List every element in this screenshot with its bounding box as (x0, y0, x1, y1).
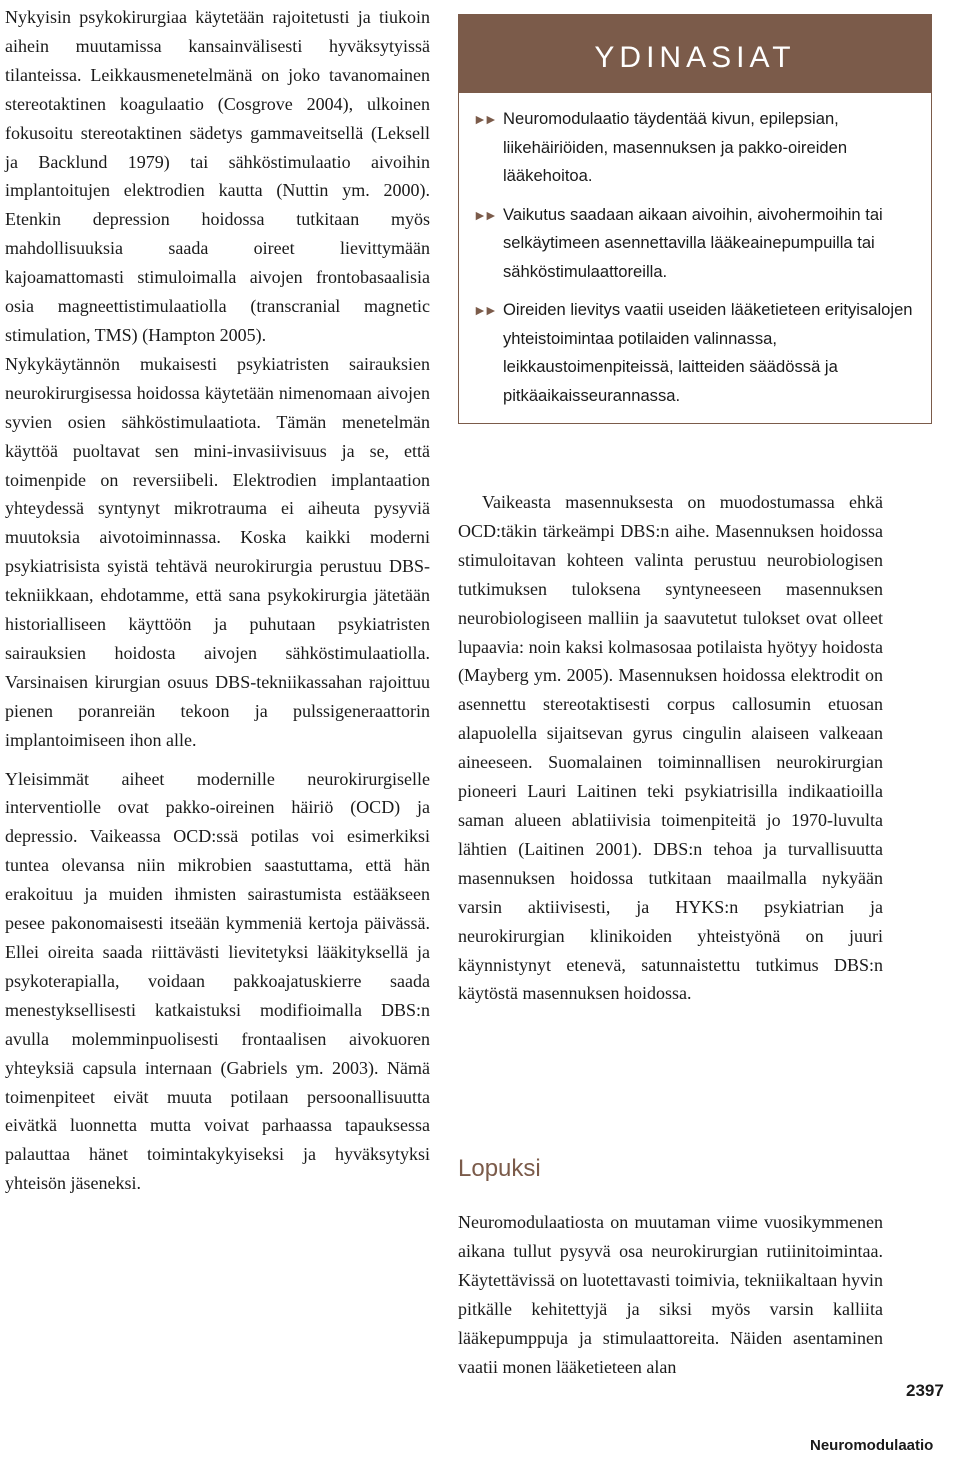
key-point-text: Vaikutus saadaan aikaan aivoihin, aivohermoihin tai selkäytimeen asennettavilla lääkeainepumpuilla tai sähköstimulaattoreilla. (503, 204, 883, 281)
page-number: 2397 (906, 1381, 944, 1400)
key-points-box (458, 14, 932, 424)
running-footer: Neuromodulaatio (810, 1437, 934, 1454)
right-column-lower (458, 1208, 883, 1381)
left-paragraph-1: Nykyisin psykokirurgiaa käytetään rajoitetusti ja tiukoin aihein muutamissa kansainvälisesti hyväksytyissä tilanteissa. Leikkausmenetelmänä on joko tavanomainen stereotaktinen koagulaatio (Cosgrove 2004), ulkoinen fokusoitu stereotaktinen sädetys gammaveitsellä (Leksell ja Backlund 1979) tai sähköstimulaatio aivoihin implantoitujen elektrodien kautta (Nuttin ym. 2000). Etenkin depression hoidossa tutkitaan myös mahdollisuuksia saada oireet lievittymään kajoamattomasti stimuloimalla aivojen frontobasaalisia osia magneettistimulaatiolla (transcranial magnetic stimulation, TMS) (Hampton 2005). (5, 7, 430, 345)
key-point-item (473, 105, 919, 191)
key-point-text: Neuromodulaatio täydentää kivun, epilepsian, liikehäiriöiden, masennuksen ja pakko-oireiden lääkehoitoa. (503, 109, 848, 185)
right-column (458, 488, 883, 1008)
double-chevron-bullet-icon: ►► (473, 206, 495, 223)
key-point-item (473, 201, 919, 287)
double-chevron-bullet-icon: ►► (473, 111, 495, 127)
left-paragraph-3: Yleisimmät aiheet modernille neurokirurgiselle interventiolle ovat pakko-oireinen häiriö (OCD) ja depressio. Vaikeassa OCD:ssä potilas voi esimerkiksi tuntea olevansa niin mikrobien saastuttama, että hän erakoituu ja muiden ihmisten sairastumista estääkseen pesee pakonomaisesti itseään kymmeniä kertoja päivässä. Ellei oireita saada riittävästi lievitetyksi lääkityksellä ja psykoterapialla, voidaan pakkoajatuskierre saada menestyksellisesti katkaistuksi modifioimalla DBS:n avulla molemminpuolisesti frontaalisen aivokuoren yhteyksiä capsula internaan (Gabriels ym. 2003). Nämä toimenpiteet eivät muuta potilaan persoonallisuutta eivätkä luonnetta mutta voivat parhaassa tapauksessa palauttaa hänet toimintakykyiseksi ja hyväksytyksi yhteisön jäseneksi. (5, 768, 430, 1194)
key-points-title: YDINASIAT (459, 15, 931, 93)
key-point-text: Oireiden lievitys vaatii useiden lääketieteen erityisalojen yhteistoimintaa potilaiden valinnassa, leikkaustoimenpiteissä, laitteiden säädössä ja pitkäaikaisseurannassa. (503, 300, 913, 405)
right-paragraph-2: Neuromodulaatiosta on muutaman viime vuosikymmenen aikana tullut pysyvä osa neurokirurgian rutiinitoimintaa. Käytettävissä on luotettavasti toimivia, tekniikaltaan hyvin pitkälle kehitettyjä ja siksi myös varsin kalliita lääkepumppuja ja stimulaattoreita. Näiden asentaminen vaatii monen lääketieteen alan (458, 1212, 883, 1377)
double-chevron-bullet-icon: ►► (473, 302, 495, 318)
left-paragraph-2: Nykykäytännön mukaisesti psykiatristen sairauksien neurokirurgisessa hoidossa käytetään nimenomaan aivojen syvien osien sähköstimulaatiota. Tämän menetelmän käyttöä puoltavat sen mini-invasiivisuus ja se, että toimenpide on reversiibeli. Elektrodien implantaation yhteydessä syntynyt mikrotrauma ei aiheuta pysyviä muutoksia aivotoiminnassa. Koska kaikki moderni psykiatrisista syistä tehtävä neurokirurgia perustuu DBS-tekniikkaan, ehdotamme, että sana psykokirurgia jätetään historialliseen käyttöön ja puhutaan psykiatristen sairauksien hoidosta aivojen sähköstimulaatiolla. Varsinaisen kirurgian osuus DBS-tekniikassahan rajoittuu pienen poranreiän tekoon ja pulssigeneraattorin implantoimiseen ihon alle. (5, 353, 430, 750)
section-heading-lopuksi: Lopuksi (458, 1155, 541, 1182)
key-point-item (473, 296, 919, 410)
key-points-list (459, 93, 931, 410)
left-column (5, 3, 430, 1198)
right-paragraph-1: Vaikeasta masennuksesta on muodostumassa ehkä OCD:täkin tärkeämpi DBS:n aihe. Masennuksen hoidossa stimuloitavan kohteen valinta perustuu neurobiologisen tutkimuksen tuloksena syntyneeseen masennuksen neurobiologiseen malliin ja saavutetut tulokset ovat olleet lupaavia: noin kaksi kolmasosaa potilaista hyötyy hoidosta (Mayberg ym. 2005). Masennuksen hoidossa elektrodit on asennettu stereotaktisesti corpus callosumin etuosan alapuolella sijaitsevan gyrus cingulin alaiseen valkeaan aineeseen. Suomalainen toiminnallisen neurokirurgian pioneeri Lauri Laitinen teki psykiatrisilla indikaatioilla saman alueen ablatiivisia toimenpiteitä jo 1970-luvulta lähtien (Laitinen 2001). DBS:n tehoa ja turvallisuutta masennuksen hoidossa tutkitaan maailmalla nykyään varsin aktiivisesti, ja HYKS:n psykiatrian ja neurokirurgian klinikoiden yhteistyönä on juuri käynnistynyt etenevä, satunnaistettu tutkimus DBS:n käytöstä masennuksen hoidossa. (458, 492, 883, 1004)
